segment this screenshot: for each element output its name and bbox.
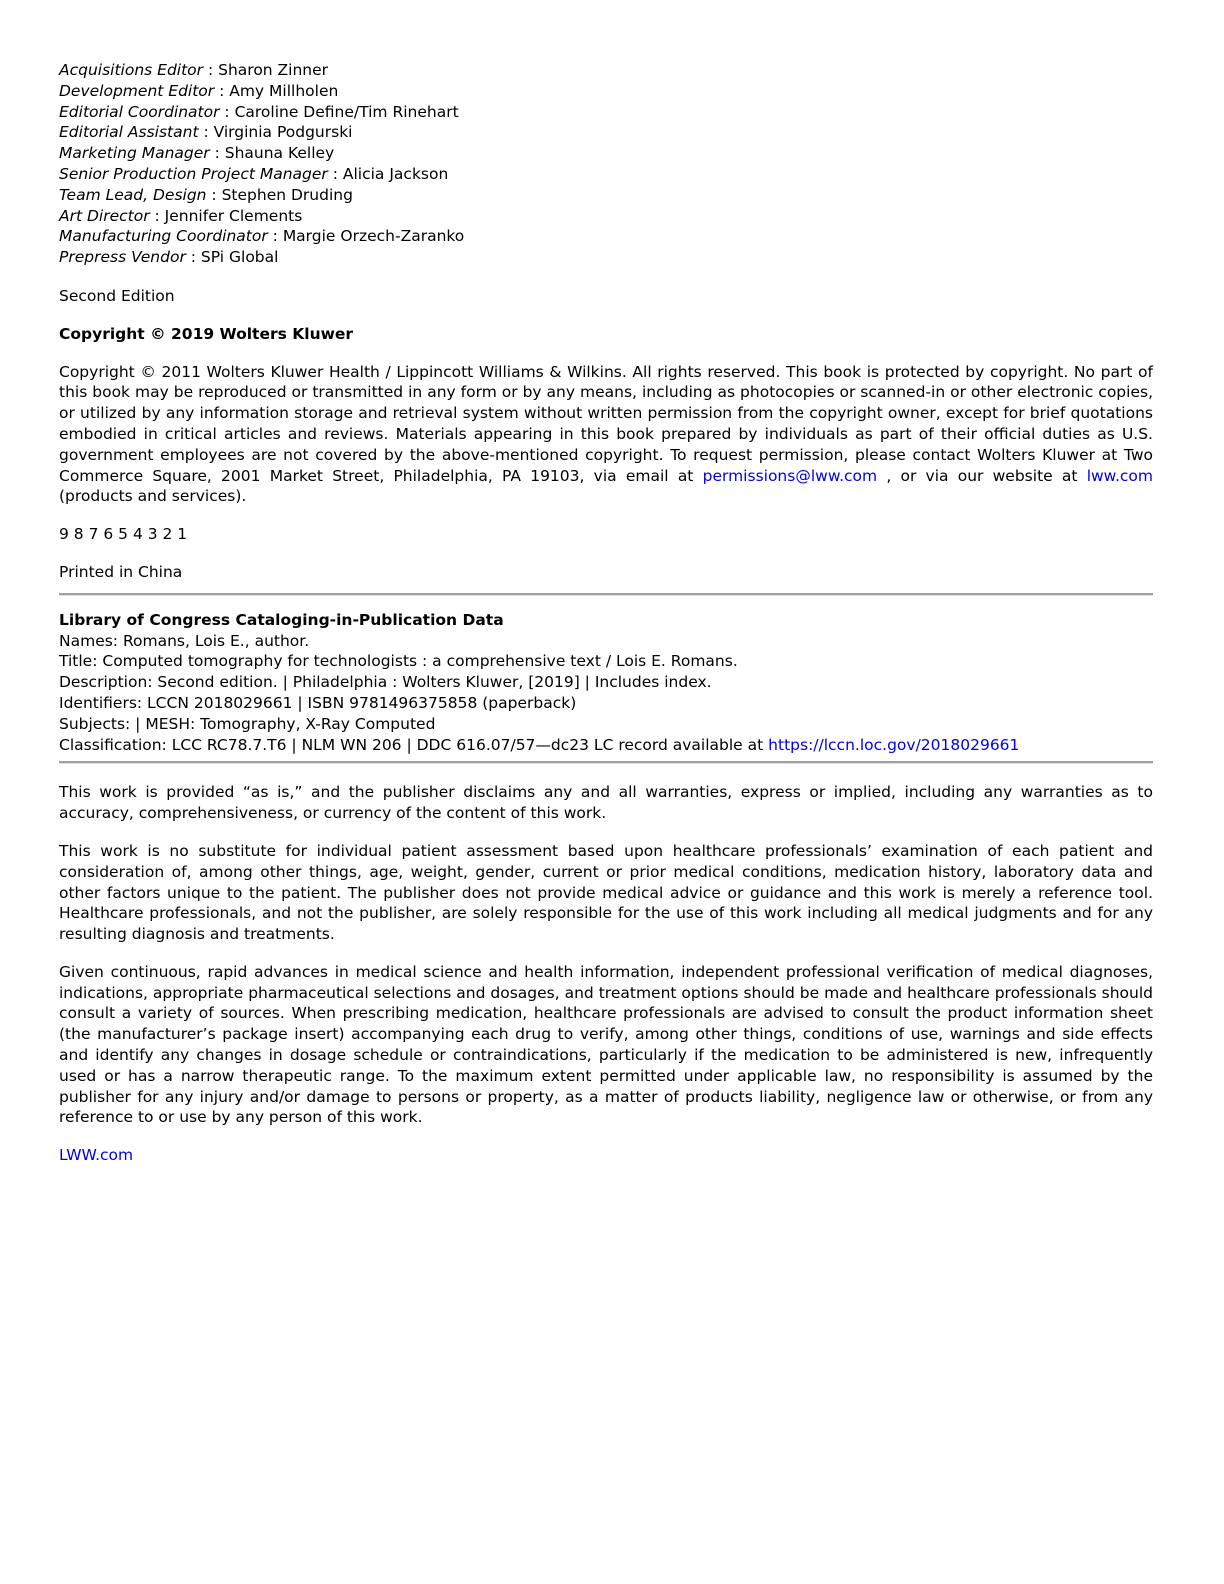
cip-description: Description: Second edition. | Philadelphia : Wolters Kluwer, [2019] | Includes index. <box>59 673 712 692</box>
disclaimer-paragraph: Given continuous, rapid advances in medical science and health information, independent professional verification of medical diagnoses, indications, appropriate pharmaceutical selections and dosages, and treatment options should be made and healthcare professionals should consult a variety of sources. When prescribing medication, healthcare professionals are advised to consult the product information sheet (the manufacturer’s package insert) accompanying each drug to verify, among other things, conditions of use, warnings and side effects and identify any changes in dosage schedule or contraindications, particularly if the medication to be administered is new, infrequently used or has a narrow therapeutic range. To the maximum extent permitted under applicable law, no responsibility is assumed by the publisher for any injury and/or damage to persons or property, as a matter of products liability, negligence law or otherwise, or from any reference to or use by any person of this work. <box>59 962 1153 1127</box>
credit-separator: : <box>149 206 165 225</box>
copyright-text: Copyright © 2011 Wolters Kluwer Health / Lippincott Williams & Wilkins. All rights reserved. This book is protected by copyright. No part of this book may be reproduced or transmitted in any form or by any means, including as photocopies or scanned-in or other electronic copies, or utilized by any information storage and retrieval system without written permission from the copyright owner, except for brief quotations embodied in critical articles and reviews. Materials appearing in this book prepared by individuals as part of their official duties as U.S. government employees are not covered by the above-mentioned copyright. To request permission, please contact Wolters Kluwer at Two Commerce Square, 2001 Market Street, Philadelphia, PA 19103, via email at <box>59 362 1153 485</box>
credit-line <box>59 122 1153 143</box>
divider-top <box>59 593 1153 596</box>
credit-name: Amy Millholen <box>229 81 339 100</box>
footer <box>59 1145 1153 1166</box>
copyright-heading: Copyright © 2019 Wolters Kluwer <box>59 324 354 343</box>
credit-name: Stephen Druding <box>221 185 353 204</box>
lccn-link[interactable]: https://lccn.loc.gov/2018029661 <box>768 735 1020 754</box>
copyright-page <box>59 60 1153 1183</box>
credit-separator: : <box>209 144 225 163</box>
credit-line <box>59 60 1153 81</box>
cip-classification-text: Classification: LCC RC78.7.T6 | NLM WN 206 | DDC 616.07/57—dc23 LC record available at <box>59 735 764 754</box>
credit-name: Alicia Jackson <box>342 164 449 183</box>
credits-list <box>59 60 1153 268</box>
credit-line <box>59 102 1153 123</box>
credit-role: Art Director <box>59 206 150 225</box>
credit-line <box>59 226 1153 247</box>
credit-role: Senior Production Project Manager <box>59 164 328 183</box>
cip-names: Names: Romans, Lois E., author. <box>59 631 310 650</box>
cip-block <box>59 610 1153 756</box>
credit-line <box>59 247 1153 268</box>
credit-line <box>59 81 1153 102</box>
permissions-email-link[interactable]: permissions@lww.com <box>702 466 878 485</box>
credit-line <box>59 164 1153 185</box>
cip-classification <box>59 735 1153 756</box>
credit-line <box>59 143 1153 164</box>
copyright-body <box>59 362 1153 508</box>
cip-title: Title: Computed tomography for technologists : a comprehensive text / Lois E. Romans. <box>59 652 738 671</box>
credit-role: Editorial Coordinator <box>59 102 220 121</box>
credit-separator: : <box>206 185 222 204</box>
credit-role: Team Lead, Design <box>59 185 207 204</box>
credit-name: Virginia Podgurski <box>213 123 353 142</box>
credit-name: Caroline Define/Tim Rinehart <box>234 102 459 121</box>
cip-subjects: Subjects: | MESH: Tomography, X-Ray Computed <box>59 714 436 733</box>
credit-role: Development Editor <box>59 81 215 100</box>
disclaimer-paragraph: This work is provided “as is,” and the publisher disclaims any and all warranties, express or implied, including any warranties as to accuracy, comprehensiveness, or currency of the content of this work. <box>59 783 1153 823</box>
divider-bottom <box>59 761 1153 764</box>
website-link[interactable]: lww.com <box>1086 466 1153 485</box>
credit-role: Marketing Manager <box>59 144 210 163</box>
credit-role: Prepress Vendor <box>59 248 186 267</box>
copyright-end: (products and services). <box>59 487 247 506</box>
credit-role: Editorial Assistant <box>59 123 199 142</box>
credit-line <box>59 206 1153 227</box>
credit-role: Manufacturing Coordinator <box>59 227 268 246</box>
printing-line: 9 8 7 6 5 4 3 2 1 <box>59 525 188 544</box>
credit-line <box>59 185 1153 206</box>
cip-heading: Library of Congress Cataloging-in-Publication Data <box>59 610 504 629</box>
credit-name: Jennifer Clements <box>164 206 303 225</box>
credit-separator: : <box>214 81 230 100</box>
credit-name: Margie Orzech-Zaranko <box>282 227 465 246</box>
credit-separator: : <box>327 164 343 183</box>
edition-line: Second Edition <box>59 286 175 305</box>
credit-separator: : <box>198 123 214 142</box>
credit-separator: : <box>203 61 219 79</box>
copyright-middle: , or via our website at <box>886 466 1078 485</box>
credit-name: SPi Global <box>200 248 279 267</box>
printed-in: Printed in China <box>59 562 183 581</box>
cip-identifiers: Identifiers: LCCN 2018029661 | ISBN 9781496375858 (paperback) <box>59 693 577 712</box>
credit-role: Acquisitions Editor <box>59 61 204 79</box>
lww-home-link[interactable]: LWW.com <box>59 1146 134 1165</box>
credit-name: Sharon Zinner <box>218 61 329 79</box>
credit-name: Shauna Kelley <box>224 144 335 163</box>
credit-separator: : <box>219 102 235 121</box>
disclaimer-paragraph: This work is no substitute for individual patient assessment based upon healthcare professionals’ examination of each patient and consideration of, among other things, age, weight, gender, current or prior medical conditions, medication history, laboratory data and other factors unique to the patient. The publisher does not provide medical advice or guidance and this work is merely a reference tool. Healthcare professionals, and not the publisher, are solely responsible for the use of this work including all medical judgments and for any resulting diagnosis and treatments. <box>59 841 1153 944</box>
credit-separator: : <box>185 248 201 267</box>
credit-separator: : <box>267 227 283 246</box>
